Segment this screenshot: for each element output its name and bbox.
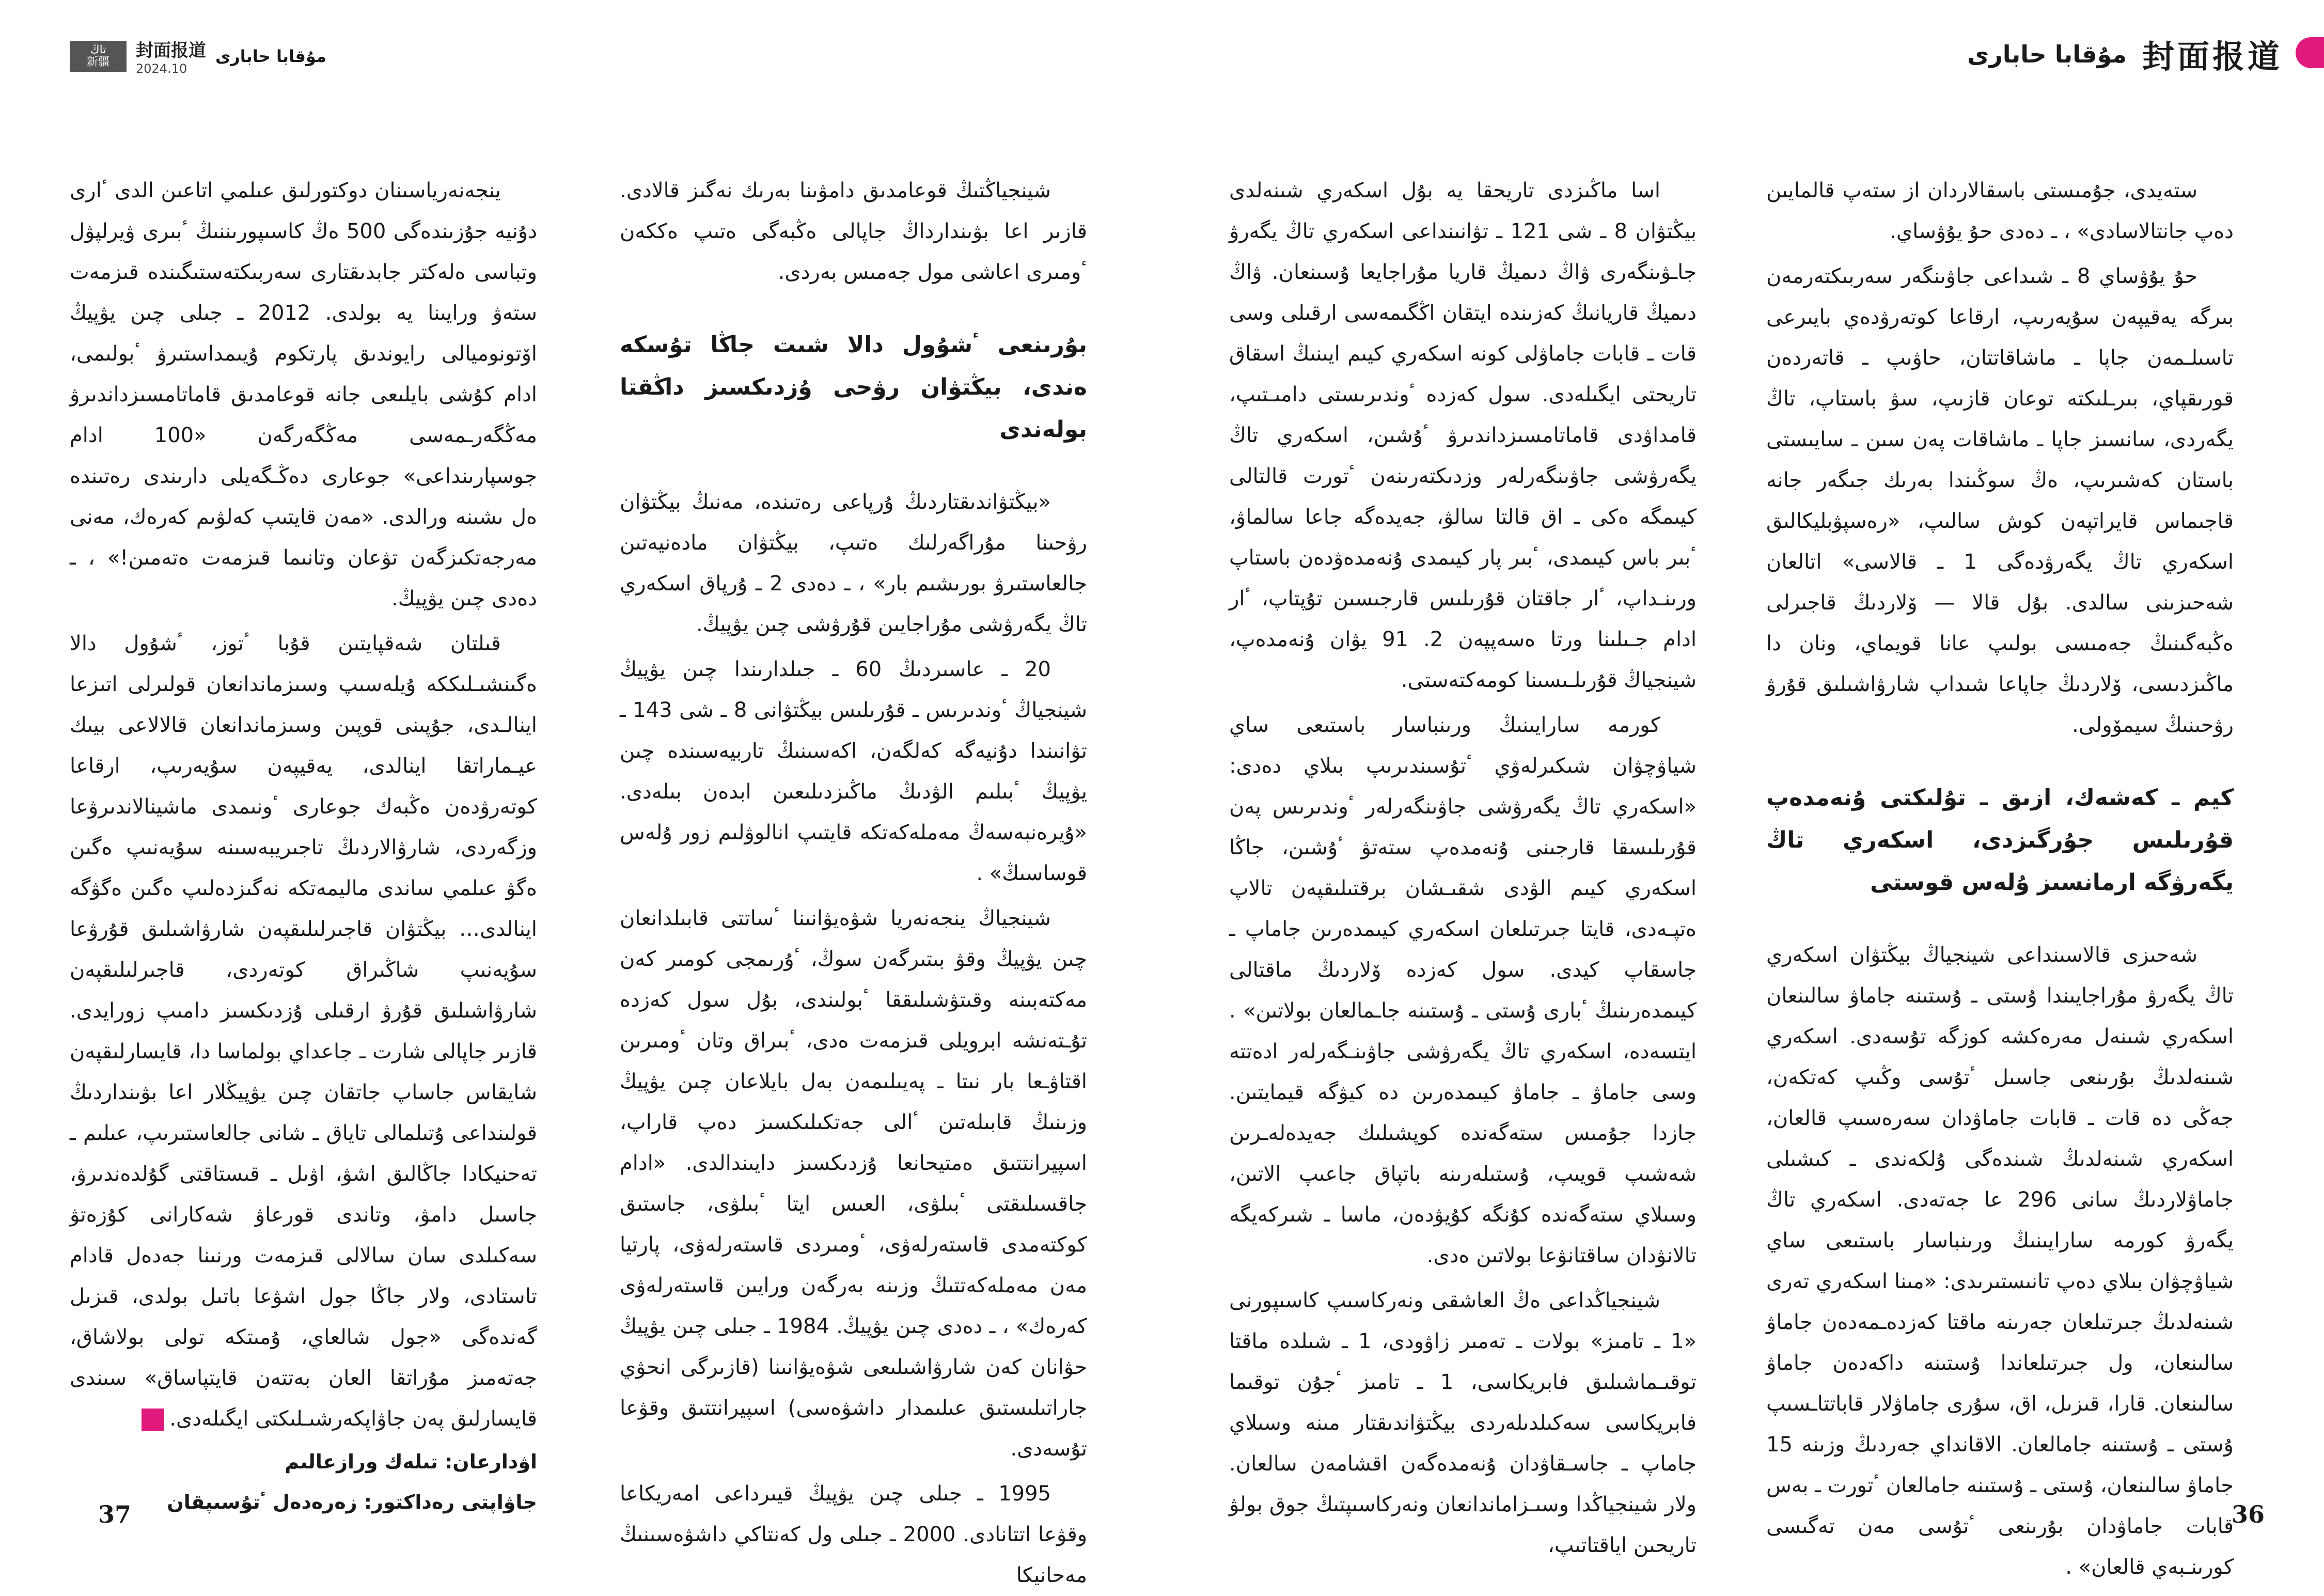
magazine-logo (70, 41, 127, 72)
paragraph: ستەيدى، جۇمىستى باسقالاردان از ستەپ قالمايىن دەپ جانتالاسادى» ، ـ دەدى حۇ يۇۋساي. (1766, 179, 2234, 243)
right-page-column-outer (1766, 170, 2234, 1579)
page-number-left: 37 (98, 1500, 132, 1528)
logo-line-2: 新疆 (86, 55, 109, 69)
end-mark-icon: ر (142, 1409, 164, 1431)
section-tab-marker (2296, 37, 2324, 68)
paragraph: شەحىزى قالاسىنداعى شينجياڭ بيڭتۋان اسكەري تاڭ يگەرۋ مۇراجايىندا ۇستى ـ ۇستىنە جاماۋ سالىنعان اسكەري شىنەل مەرەكشە كوزگە تۇسەدى. اسكەري شىنەلدىڭ بۇرىنعى جاسىل ٴتۇسى وڭىپ كەتكەن، جەڭى دە قات ـ قابات جاماۋدان سەرەسىپ قالعان، اسكەري شىنەلدىڭ شىندەگى ۇلكەندى ـ كىشىلى جاماۋلاردىڭ سانى 296 عا جەتەدى. اسكەري تاڭ يگەرۋ كورمە سارايىنىڭ ورىنباسار باستىعى ساي شياۋچۋان بىلاي دەپ تانىستىرىدى: «مىنا اسكەري تەرى شىنەلدىڭ جىرتىلعان جەرىنە ماقتا كەزدەـمەدەن جاماۋ سالىنعان، ول جىرتىلعاندا ۇستىنە داكەدەن جاماۋ سالىنعان. قارا، قىزىل، اق، سۇرى جاماۋلار قاباتتاـسىپ ۇستى ـ ۇستىنە جامالعان. الاقانداي جەردىڭ وزىنە 15 جاماۋ سالىنعان، ۇستى ـ ۇستىنە جامالعان ٴتورت ـ بەس قابات جاماۋدان بۇرىنعى ٴتۇسى مەن تەگىسى كورىنـبەي قالعان» . (1766, 943, 2234, 1579)
paragraph: حۇ يۇۋساي 8 ـ شىداعى جاۋىنگەر سەربىكتەرمەن بىرگە يەقيپەن سۇيەرىپ، ارقاعا كوتەرۋدەي بايىرعى تاسىلـمەن جاپا ـ ماشاقاتتان، حاۋىپ ـ قاتەردەن قورىقپاي، بىرـلىكتە توعان قازىپ، سۋ باستاپ، تاڭ يگەردى، سانسىز جاپا ـ ماشاقات پەن سىن ـ سايىستى باستان كەشىرىپ، ەڭ سوڭىندا بەرىك جىگەر جانە قاجىماس قايراتپەن كوش سالىپ، «رەسپۋبليكالىق اسكەري تاڭ يگەرۋدەگى 1 ـ قالاسى» اتالعان شەحىزىنى سالدى. بۇل قالا — ۆلاردىڭ قاجىرلى ەڭبەگىنىڭ جەمىسى بولىپ عانا قويماي، ونان دا ماڭىزدىسى، ۆلاردىڭ جاپاعا شىداپ شارۋاشىلىق قۇرۋ رۋحىنىڭ سيمۆولى. (1766, 264, 2234, 737)
section-block (136, 36, 206, 76)
section-title: 封面报道 (136, 40, 206, 61)
left-page-column-outer (70, 170, 537, 1524)
section-title-right: 封面报道 (2142, 38, 2283, 75)
section-rubric: مۇقابا حابارى (215, 46, 326, 66)
section-rubric-right: مۇقابا حابارى (1967, 40, 2127, 68)
subheading: بۇرىنعى ٴشۇول دالا شىت جاڭا تۇسكە ەندى، بيڭتۋان رۋحى ۇزدىكسىز داڭقتا بولەندى (620, 332, 1087, 443)
paragraph: شينجياڭداعى ەڭ العاشقى ونەركاسىپ كاسىپورنى «1 ـ تامىز» بولات ـ تەمىر زاۋودى، 1 ـ شىلدە ماقتا توقىـماشىلىق فابريكاسى، 1 ـ تامىز ٴجۇن توقىما فابريكاسى سەكىلدىلەردى بيڭتۋاندىقتار مىنە وسىلاي جاماپ ـ جاسـقاۋدان ۇنەمدەگەن اقشامەن سالعان. ولار شينجياڭدا وسىـزاماندانعان ونەركاسىپتىڭ جوق بولۋ تاريحىن اياقتاتىپ، (1229, 1289, 1697, 1557)
paragraph (70, 623, 537, 1439)
paragraph: اسا ماڭىزدى تاريحقا يە بۇل اسكەري شىنەلدى بيڭتۋان 8 ـ شى 121 ـ تۋانىنداعى اسكەري تاڭ يگەرۋ جاـۋىنگەرى ۋاڭ دىميڭ قاريا مۇراجايعا ۇسىنعان. ۋاڭ دىميڭ قاريانىڭ كەزىندە ايتقان اڭگىمەسى ارقىلى وسى قات ـ قابات جاماۋلى كونە اسكەري كيىم ايىنىڭ اسقاق تاريحتى ايگىلەدى. سول كەزدە ٴوندىرىستى دامىـتىپ، قامداۋدى قاماتامسىزداندىرۋ ٴۇشىن، اسكەري تاڭ يگەرۋشى جاۋىنگەرلەر وزدىكتەرىنەن ٴتورت قالتالى كيىمگە ەكى ـ اق قالتا سالۋ، جەيدەگە جاعا سالماۋ، ٴبىر باس كيىمدى، ٴبىر پار كيىمدى ۇنەمدەۋدەن باستاپ ورىنـداپ، ٴار جاقتان قۇرىلىس قارجىسىن تۇپتاپ، ٴار ادام جـىلىنا ورتا ەسەپپەن 2. 91 يۋان ۇنەمدەپ، شينجياڭ قۇرىلـىسىنا كومەكتەستى. (1229, 179, 1697, 692)
paragraph: شينجياڭ ينجەنەريا شۋەيۋانىنا ٴساتتى قابىلدانعان چىن يۋپيڭ وقۋ بىتىرگەن سوڭ، ٴۇرىمجى كومىر كەن مەكتەبىنە وقىتۋشىلىققا ٴبولىندى، بۇل سول كەزدە تۇـتەنشە ابرويلى قىزمەت ەدى، ٴبىراق وتان ٴومىرىن اقتاۋـعا بار نىتا ـ پەيىلىمەن بەل بايلاعان چىن يۋپيڭ وزىنىڭ قابىلەتىن ٴالى جەتكىلىكسىز دەپ قاراپ، اسپيرانتتىق ەمتيحانعا ۇزدىكسىز دايىندالدى. «ادام جاقسىلىقتى ٴبىلۋى، العىس ايتا ٴبىلۋى، جاستىق كوكتەمدى قاستەرلەۋى، ٴومىردى قاستەرلەۋى، پارتيا مەن مەملەكەتتىڭ وزىنە بەرگەن ورايىن قاستەرلەۋى كەرەك» ، ـ دەدى چىن يۋپيڭ. 1984 ـ جىلى چىن يۋپيڭ حۋانان كەن شارۋاشىلىعى شۋەيۋانىنا (قازىرگى انحۋي جاراتىلىستىق عىلىمدار داشۋەسى) اسپيرانتتىق وقۋعا تۇسەدى. (620, 906, 1087, 1461)
paragraph: 20 ـ عاسىردىڭ 60 ـ جىلدارىندا چىن يۋپيڭ شينجياڭ ٴوندىرىس ـ قۇرىلىس بيڭتۋانى 8 ـ شى 143 ـ تۋانىندا دۇنيەگە كەلگەن، اكەسىنىڭ تاربيەسىندە چىن يۋپيڭ ٴبىلىم الۋدىڭ ماڭىزدىلىعىن ابدەن بىلەدى. «ۇيرەنبەسەڭ مەملەكەتكە قايتىپ انالوۋلىم زور ۇلەس قوساسىڭ» . (620, 658, 1088, 885)
right-header (1967, 31, 2283, 77)
paragraph: 1995 ـ جىلى چىن يۋپيڭ قيىرداعى امەريكاعا وقۋعا اتتانادى. 2000 ـ جىلى ول كەنتاكي داشۋەسىنىڭ مەحانيكا (620, 1482, 1088, 1587)
paragraph: كورمە سارايىنىڭ ورىنباسار باستىعى ساي شياۋچۋان شىكىرلەۋي ٴتۇسىندىرىپ بىلاي دەدى: «اسكەري تاڭ يگەرۋشى جاۋىنگەرلەر ٴوندىرىس پەن قۇرىلىسقا قارجىنى ۇنەمدەپ ستەتۋ ٴۇشىن، جاڭا اسكەري كيىم الۋدى شقىـشان برقتىلىقپەن تالاپ ەتپـەدى، قايتا جىرتىلعان اسكەري كيىمدەرىن جاماپ ـ جاسقاپ كيدى. سول كەزدە ۆلاردىڭ ماقتالى كيىمدەرىنىڭ ٴبارى ۇستى ـ ۇستىنە جاـمالعان بولاتىن» . ايتسەدە، اسكەري تاڭ يگەرۋشى جاۋىنـگەرلەر ادەتتە وسى جاماۋ ـ جاماۋ كيىمدەرىن دە كيۋگە قيمايتىن. جازدا جۇمىس ستەگەندە كوپشىلىك جەيدەلەـرىن شەشىپ قويىپ، ۇستىلەرىنە باتپاق جاعىپ الاتىن، وسىلاي ستەگەندە كۇنگە كۇيۋدەن، ماسا ـ شىركەيگە تالانۋدان ساقتانۋعا بولاتىن ەدى. (1229, 713, 1697, 1268)
paragraph-text: قىلتان شەقپايتىن قۇبا ٴتوز، ٴشۇول دالا ەگىنشىـلىككە ۇيلەسىپ وسىزماندانعان قولىرلى اتىزعا اينالـدى، جۇپىنى قوپىن وسىزماندانعان قالالاعى بيىك عيـماراتقا اينالدى، يەقيپەن سۇيەرىپ، ارقاعا كوتەرۋدەن ەڭبەك جوعارى ٴونىمدى ماشينالاندىرۋعا وزگەردى، شارۋالاردىڭ تاجىريبەسىنە سۇيەنىپ ەگىن ەگۋ عىلمي ساندى ماليمەتكە نەگىزدەلىپ ەگىن ەگۋگە اينالدى… بيڭتۋان قاجىرلىلىقپەن شارۋاشىلىق قۇرۋعا سۇيەنىپ شاڭىراق كوتەردى، قاجىرلىلىقپەن شارۋاشىلىق قۇرۋ ارقىلى ۇزدىكسىز دامىپ زورايدى. قازىر جاپالى شارت ـ جاعداي بولماسا دا، قايسارلىقپەن شايقاس جاساپ جاتقان چىن يۋپيڭلار اعا بۋىنداردىڭ قولىنداعى ۇتىلمالى تاياق ـ شانى جالعاستىرىپ، عىلىم ـ تەحنيكادا جاڭالىق اشۋ، اۋىل ـ قىستاقتى گۇلدەندىرۋ، جاسىل دامۋ، وتاندى قورعاۋ شەكارانى كۇزەتۋ سەكىلدى سان سالالى قىزمەت ورنىنا جەدەل قادام تاستادى، ولار جاڭا جول اشۋعا باتىل بولدى، قىزىل گەندەگى «جول شالعاي، ۇمىتكە تولى بولاشاق، جەتەمىز مۇراتقا العان بەتتەن قايتپاساق» سىندى قايسارلىق پەن جاۋاپكەرشىـلىكتى ايگىلەدى. (70, 632, 537, 1431)
right-page (1162, 0, 2324, 1588)
editor-credit: جاۋاپتى رەداكتور: زەرەدەل ٴتۇسىپقان (167, 1491, 537, 1513)
subheading: كيم ـ كەشەك، ازىق ـ تۇلىكتى ۇنەمدەپ قۇرىلىس جۇرگىزدى، اسكەري تاڭ يگەرۋگە ارمانسىز ۇلەس قوستى (1766, 785, 2234, 896)
logo-line-1: تاڭ (90, 43, 106, 56)
left-page-column-inner (620, 170, 1088, 1587)
issue-date: 2024.10 (136, 61, 187, 76)
paragraph: شينجياڭتىڭ قوعامدىق دامۋىنا بەرىك نەگىز قالادى. قازىر اعا بۋىندارداڭ جاپالى ەڭبەگى ەتىپ ەككەن ٴومىرى اعاشى مول جەمىس بەردى. (620, 179, 1087, 284)
paragraph: ينجەنەرياسىنان دوكتورلىق عىلمي اتاعىن الدى ٴارى دۇنيە جۇزىندەگى 500 ەڭ كاسىپورىننىڭ ٴبىرى ۋيرلپۋل وتباسى ەلەكتر جابدىقتارى سەربىكتەستىگىندە قىزمەت ستەۋ ورايىنا يە بولدى. 2012 ـ جىلى چىن يۋپيڭ اۆتونوميالى رايوندىق پارتكوم ۇيىمداستىرۋ ٴبولىمى، ادام كۇشى بايلىعى جانە قوعامدىق قاماتامسىزداندىرۋ مەڭگەرـمەسى مەڭگەرگەن «100 ادام جوسپارىنداعى» جوعارى دەڭـگەيلى دارىندى رەتىندە ەل ىشىنە ورالدى. «مەن قايتىپ كەلۋىم كەرەك، مەنى مەرجەتكىزگەن تۋعان وتانىما قىزمەت ەتەمىن!» ، ـ دەدى چىن يۋپيڭ. (70, 179, 537, 611)
left-page (0, 0, 1162, 1588)
translator-credit: اۋدارعان: تىلەك ورازعالىم (285, 1450, 537, 1473)
left-header (70, 36, 326, 76)
right-page-column-inner (1229, 170, 1697, 1557)
page-number-right: 36 (2231, 1500, 2265, 1528)
paragraph: «بيڭتۋاندىقتاردىڭ ۇرپاعى رەتىندە، مەنىڭ بيڭتۋان رۋحىنا مۇراگەرلىك ەتىپ، بيڭتۋان مادەنيەتىن جالعاستىرۋ بورىشىم بار» ، ـ دەدى 2 ـ ۇرپاق اسكەري تاڭ يگەرۋشى مۇراجايىن قۇرۋشى چىن يۋپيڭ. (620, 490, 1087, 636)
